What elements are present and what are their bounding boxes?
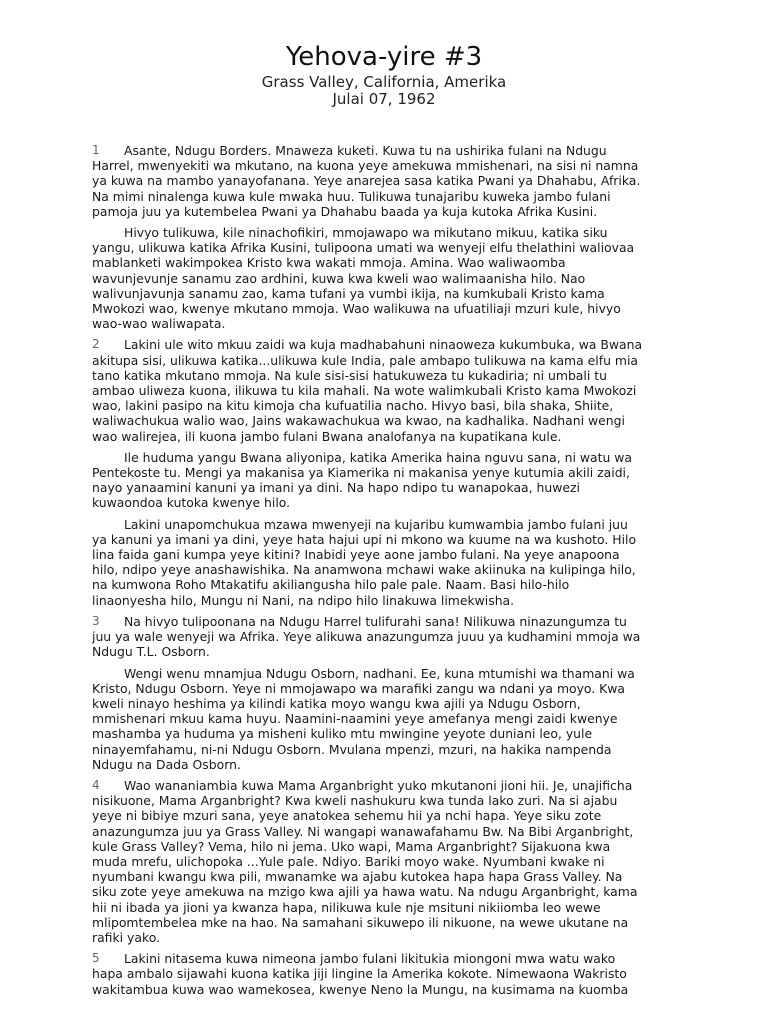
paragraph-line: lina faida gani kumpa yeye kitini? Inabidi yeye aone jambo fulani. Na yeye anapoona: [92, 547, 620, 563]
paragraph-line: kuwaondoa kutoka kwenye hilo.: [92, 495, 291, 511]
paragraph-number: 4: [92, 777, 100, 792]
paragraph-line: siku zote yeye amekuwa na mzigo kwa ajili ya hawa watu. Na ndugu Arganbright, kama: [92, 884, 638, 900]
paragraph-line: na kumwona Roho Mtakatifu akiliangusha hilo pale pale. Naam. Basi hilo-hilo: [92, 577, 570, 593]
paragraph-line: Lakini ule wito mkuu zaidi wa kuja madhabahuni ninaoweza kukumbuka, wa Bwana: [124, 337, 643, 353]
paragraph-line: kule Grass Valley? Vema, hilo ni jema. Uko wapi, Mama Arganbright? Sijakuona kwa: [92, 838, 611, 854]
paragraph-line: juu ya wale wenyeji wa Afrika. Yeye alikuwa anazungumza juuu ya kudhamini mmoja wa: [92, 629, 641, 645]
paragraph-line: yangu, ulikuwa katika Afrika Kusini, tulipoona umati wa wenyeji elfu thelathini waliovaa: [92, 240, 635, 256]
paragraph-line: Hivyo tulikuwa, kile ninachofikiri, mmojawapo wa mikutano mikuu, katika siku: [124, 225, 608, 241]
paragraph-line: linaonyesha hilo, Mungu ni Nani, na ndipo hilo linakuwa limekwisha.: [92, 592, 515, 608]
paragraph-line: hapa ambalo sijawahi kuona katika jiji lingine la Amerika kokote. Nimewaona Wakristo: [92, 966, 627, 982]
paragraph-line: tano katika mkutano mmoja. Na kule sisi-sisi hatukuweza tu kukadiria; ni umbali tu: [92, 367, 607, 383]
paragraph-line: mashamba ya huduma ya misheni kuliko mtu mwingine yeyote duniani leo, yule: [92, 726, 593, 742]
paragraph-line: nyumbani kwangu kwa pili, mwanamke wa ajabu kutokea hapa hapa Grass Valley. Na: [92, 869, 623, 885]
paragraph: [92, 778, 680, 945]
paragraph-line: Na hivyo tulipoonana na Ndugu Harrel tulifurahi sana! Nilikuwa ninazungumza tu: [124, 613, 627, 629]
paragraph-line: Wengi wenu mnamjua Ndugu Osborn, nadhani. Ee, kuna mtumishi wa thamani wa: [124, 665, 635, 681]
paragraph-line: Kristo, Ndugu Osborn. Yeye ni mmojawapo wa marafiki zangu wa ndani ya moyo. Kwa: [92, 680, 626, 696]
paragraph: [92, 225, 680, 331]
paragraph-line: hilo, ndipo yeye anashawishika. Na anamwona mchawi wake akiinuka na kulipinga hilo,: [92, 562, 636, 578]
paragraph-line: ya kuwa na mambo yanayofanana. Yeye anarejea sasa katika Pwani ya Dhahabu, Afrika.: [92, 173, 641, 189]
paragraph-line: Ile huduma yangu Bwana aliyonipa, katika Amerika haina nguvu sana, ni watu wa: [124, 449, 632, 465]
document-header: [0, 40, 768, 108]
paragraph-line: anazungumza juu ya Grass Valley. Ni wangapi wanawafahamu Bw. Na Bibi Arganbright,: [92, 823, 634, 839]
paragraph: [92, 666, 680, 772]
paragraph: [92, 143, 680, 219]
paragraph: [92, 614, 680, 660]
paragraph-line: ninayemfahamu, ni-ni Ndugu Osborn. Mvulana mpenzi, mzuri, na hakika nampenda: [92, 741, 612, 757]
paragraph-line: yeye ni bibiye mzuri sana, yeye anatokea sehemu hii ya nchi hapa. Yeye siku zote: [92, 808, 602, 824]
paragraph-line: wao walirejea, ili kuona jambo fulani Bwana analofanya na kupatikana kule.: [92, 428, 562, 444]
paragraph-line: Wao wananiambia kuwa Mama Arganbright yuko mkutanoni jioni hii. Je, unajificha: [124, 777, 633, 793]
paragraph-line: walivunjavunja sanamu zao, kama tufani ya vumbi ikija, na kumkubali Kristo kama: [92, 285, 605, 301]
sermon-title: Yehova-yire #3: [285, 42, 483, 72]
paragraph-line: ambao uliweza kuona, ilikuwa tu kila mahali. Na wote walimkubali Kristo kama Mwokozi: [92, 383, 637, 399]
paragraph-number: 1: [92, 143, 100, 157]
paragraph-line: nisikuone, Mama Arganbright? Kwa kweli nashukuru kwa tunda lako zuri. Na si ajabu: [92, 793, 618, 809]
paragraph-line: mablanketi wakimpokea Kristo kwa wakati mmoja. Amina. Wao waliwaomba: [92, 255, 566, 271]
paragraph-line: kweli ninayo heshima ya kilindi katika moyo wangu kwa ajili ya Ndugu Osborn,: [92, 695, 581, 711]
paragraph-number: 5: [92, 951, 100, 966]
paragraph: [92, 517, 680, 608]
paragraph-line: rafiki yako.: [92, 929, 161, 945]
paragraph-line: Pentekoste tu. Mengi ya makanisa ya Kiamerika ni makanisa yenye kutumia akili zaidi,: [92, 465, 630, 481]
paragraph-line: Mwokozi wao, kwenye mkutano mmoja. Wao walikuwa na ufuatiliaji mzuri kule, hivyo: [92, 301, 621, 317]
paragraph-line: waliwachukua walio wao, Jains wakawachukua wa kwao, na kadhalika. Nadhani wengi: [92, 413, 625, 429]
paragraph-number: 2: [92, 337, 100, 352]
paragraph-line: wao-wao waliwapata.: [92, 316, 226, 332]
paragraph: [92, 450, 680, 511]
paragraph-line: Lakini unapomchukua mzawa mwenyeji na kujaribu kumwambia jambo fulani juu: [124, 516, 628, 532]
paragraph-line: muda mrefu, ulichopoka ...Yule pale. Ndiyo. Bariki moyo wake. Nyumbani kwake ni: [92, 853, 605, 869]
paragraph-line: mmishenari mkuu kama huyu. Naamini-naamini yeye amefanya mengi zaidi kwenye: [92, 711, 618, 727]
paragraph-number: 3: [92, 613, 100, 628]
paragraph-line: Asante, Ndugu Borders. Mnaweza kuketi. Kuwa tu na ushirika fulani na Ndugu: [124, 143, 607, 158]
paragraph-line: Lakini nitasema kuwa nimeona jambo fulani likitukia miongoni mwa watu wako: [124, 951, 616, 967]
paragraph-line: ya kanuni ya imani ya dini, yeye hata hajui upi ni mkono wa kuume na wa kushoto. Hilo: [92, 531, 637, 547]
paragraph-line: pamoja juu ya kutembelea Pwani ya Dhahabu baada ya kuja kutoka Afrika Kusini.: [92, 203, 598, 219]
paragraph-line: Harrel, mwenyekiti wa mkutano, na kuona yeye amekuwa mmishenari, na sisi ni namna: [92, 158, 639, 174]
paragraph-line: wavunjevunje sanamu zao ardhini, kuwa kwa kweli wao walimaanisha hilo. Nao: [92, 270, 586, 286]
paragraph-line: Ndugu na Dada Osborn.: [92, 756, 241, 772]
paragraph-line: Ndugu T.L. Osborn.: [92, 644, 210, 660]
paragraph-line: mlipomtembelea mke na hao. Na samahani sikuwepo ili nikuone, na wewe ukutane na: [92, 914, 629, 930]
paragraph-line: hii ni ibada ya jioni ya kwanza hapa, nilikuwa kule nje msituni nikiiomba leo wewe: [92, 899, 601, 915]
paragraph-line: wao, lakini pasipo na kitu kimoja cha kufuatilia nacho. Hivyo basi, bila shaka, Shiite,: [92, 398, 614, 414]
sermon-location: Grass Valley, California, Amerika: [261, 73, 507, 91]
paragraph-line: nayo yanaamini kanuni ya imani ya dini. Na hapo ndipo tu wanapokaa, huwezi: [92, 480, 580, 496]
paragraph-line: akitupa sisi, ulikuwa katika...ulikuwa kule India, pale ambapo tulikuwa na kama elfu mia: [92, 352, 638, 368]
paragraph-line: wakitambua kuwa wao wamekosea, kwenye Neno la Mungu, na kusimama na kuomba: [92, 981, 629, 997]
sermon-date: Julai 07, 1962: [332, 90, 436, 108]
paragraph: [92, 951, 680, 997]
sermon-body: [92, 143, 680, 1003]
paragraph-line: Na mimi ninalenga kuwa kule mwaka huu. Tulikuwa tunajaribu kuweka jambo fulani: [92, 188, 611, 204]
paragraph: [92, 337, 680, 443]
